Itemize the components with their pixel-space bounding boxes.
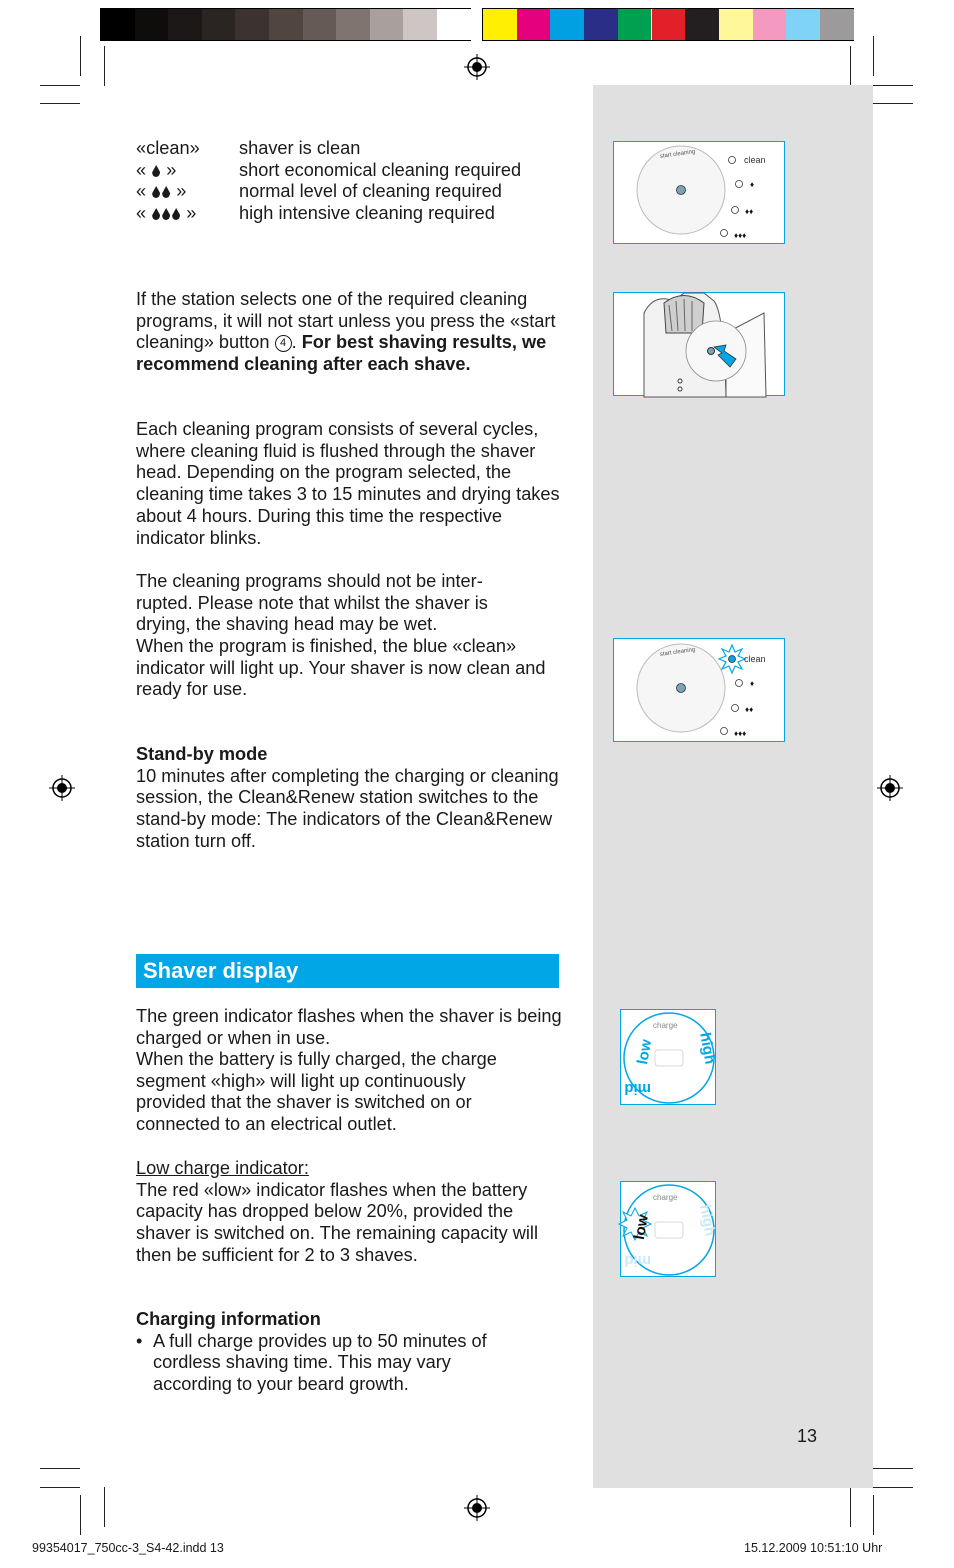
clean-lit-figure	[613, 638, 785, 742]
color-swatch	[584, 9, 618, 40]
registration-mark-top	[464, 54, 490, 80]
charging-bullet: • A full charge provides up to 50 minutes of cordless shaving time. This may vary according to your beard growth.	[136, 1330, 487, 1395]
color-swatch	[235, 9, 269, 40]
color-swatch	[820, 9, 854, 40]
standby-section	[136, 744, 566, 853]
clean-label: clean	[744, 654, 766, 664]
paragraph-fully-charged: When the battery is fully charged, the charge segment «high» will light up continuously provided that the shaver is switched on or connected to an electrical outlet.	[136, 1049, 497, 1135]
color-swatch	[786, 9, 820, 40]
section-heading: Shaver display	[136, 954, 559, 988]
color-swatch	[652, 9, 686, 40]
start-cleaning-label: start cleaning	[659, 149, 696, 160]
drop-icon	[152, 208, 160, 220]
footer-file: 99354017_750cc-3_S4-42.indd 13	[32, 1541, 224, 1555]
svg-text:♦♦: ♦♦	[745, 705, 754, 714]
charge-low-figure	[620, 1181, 719, 1277]
drop-icon	[152, 165, 160, 177]
paragraph-start-cleaning: If the station selects one of the required cleaning programs, it will not start unless you press the «start cleaning» button 4 . For best shaving results, we recommend cleaning after each shave.	[136, 289, 556, 375]
color-swatch	[336, 9, 370, 40]
low-label: low	[630, 1213, 652, 1241]
low-charge-text: The red «low» indicator flashes when the battery capacity has dropped below 20%, provided the shaver is switched on. The remaining capacity will then be sufficient for 2 to 3 shaves.	[136, 1179, 538, 1265]
charge-label: charge	[653, 1193, 678, 1202]
standby-text: 10 minutes after completing the charging or cleaning session, the Clean&Renew station switches to the stand-by mode: The indicators of the Clean&Renew station turn off.	[136, 765, 559, 851]
press-start-figure	[613, 292, 785, 396]
paragraph-program-finished: When the program is finished, the blue «clean» indicator will light up. Your shaver is now clean and ready for use.	[136, 636, 546, 700]
svg-text:♦: ♦	[750, 679, 755, 688]
color-swatch	[753, 9, 787, 40]
color-swatch	[135, 9, 169, 40]
legend-desc: short economical cleaning required	[239, 160, 522, 180]
paragraph-no-interrupt: The cleaning programs should not be inter-rupted. Please note that whilst the shaver is drying, the shaving head may be wet.	[136, 571, 488, 635]
low-charge-section	[136, 1158, 566, 1267]
paragraph-green-indicator: The green indicator flashes when the shaver is being charged or when in use.	[136, 1006, 562, 1048]
charge-high-figure	[620, 1009, 719, 1105]
color-swatch	[685, 9, 719, 40]
high-label: high	[696, 1031, 719, 1066]
charge-label: charge	[653, 1021, 678, 1030]
drop-icon	[152, 186, 160, 198]
registration-mark-left	[49, 775, 75, 801]
charging-info-section	[136, 1309, 566, 1396]
color-swatch	[269, 9, 303, 40]
svg-text:♦: ♦	[750, 180, 755, 189]
color-swatch	[202, 9, 236, 40]
color-swatch	[101, 9, 135, 40]
clean-label: clean	[744, 155, 766, 165]
standby-title: Stand-by mode	[136, 744, 268, 764]
legend-key: «clean»	[136, 138, 200, 158]
color-swatch	[618, 9, 652, 40]
color-swatch	[550, 9, 584, 40]
svg-text:♦♦♦: ♦♦♦	[734, 231, 747, 240]
color-swatch	[517, 9, 551, 40]
color-swatch	[168, 9, 202, 40]
start-cleaning-label: start cleaning	[659, 647, 696, 658]
legend-desc: normal level of cleaning required	[239, 181, 502, 201]
page-number: 13	[797, 1426, 818, 1446]
low-label: low	[634, 1038, 656, 1066]
legend-desc: high intensive cleaning required	[239, 203, 495, 223]
high-label: high	[696, 1203, 719, 1238]
color-swatch	[719, 9, 753, 40]
color-swatch	[483, 9, 517, 40]
footer-timestamp: 15.12.2009 10:51:10 Uhr	[744, 1541, 883, 1555]
legend-desc: shaver is clean	[239, 138, 361, 158]
paragraph-cleaning-program: Each cleaning program consists of several cycles, where cleaning fluid is flushed through the shaver head. Depending on the program selected, the cleaning time takes 3 to 15 minutes and drying takes about 4 hours. During this time the respective indicator blinks.	[136, 419, 560, 548]
drop-icon	[172, 208, 180, 220]
mid-label: mid	[624, 1080, 651, 1097]
drop-icon	[162, 186, 170, 198]
mid-label: mid	[624, 1252, 651, 1269]
registration-mark-bottom	[464, 1495, 490, 1521]
low-charge-title: Low charge indicator:	[136, 1158, 309, 1178]
circled-number: 4	[275, 335, 292, 352]
registration-mark-right	[877, 775, 903, 801]
color-swatch	[437, 9, 471, 40]
drop-icon	[162, 208, 170, 220]
svg-text:♦♦: ♦♦	[745, 207, 754, 216]
station-display-figure	[613, 141, 785, 244]
color-swatch	[303, 9, 337, 40]
svg-text:♦♦♦: ♦♦♦	[734, 729, 747, 738]
charging-title: Charging information	[136, 1309, 321, 1329]
color-swatch	[370, 9, 404, 40]
color-swatch	[403, 9, 437, 40]
